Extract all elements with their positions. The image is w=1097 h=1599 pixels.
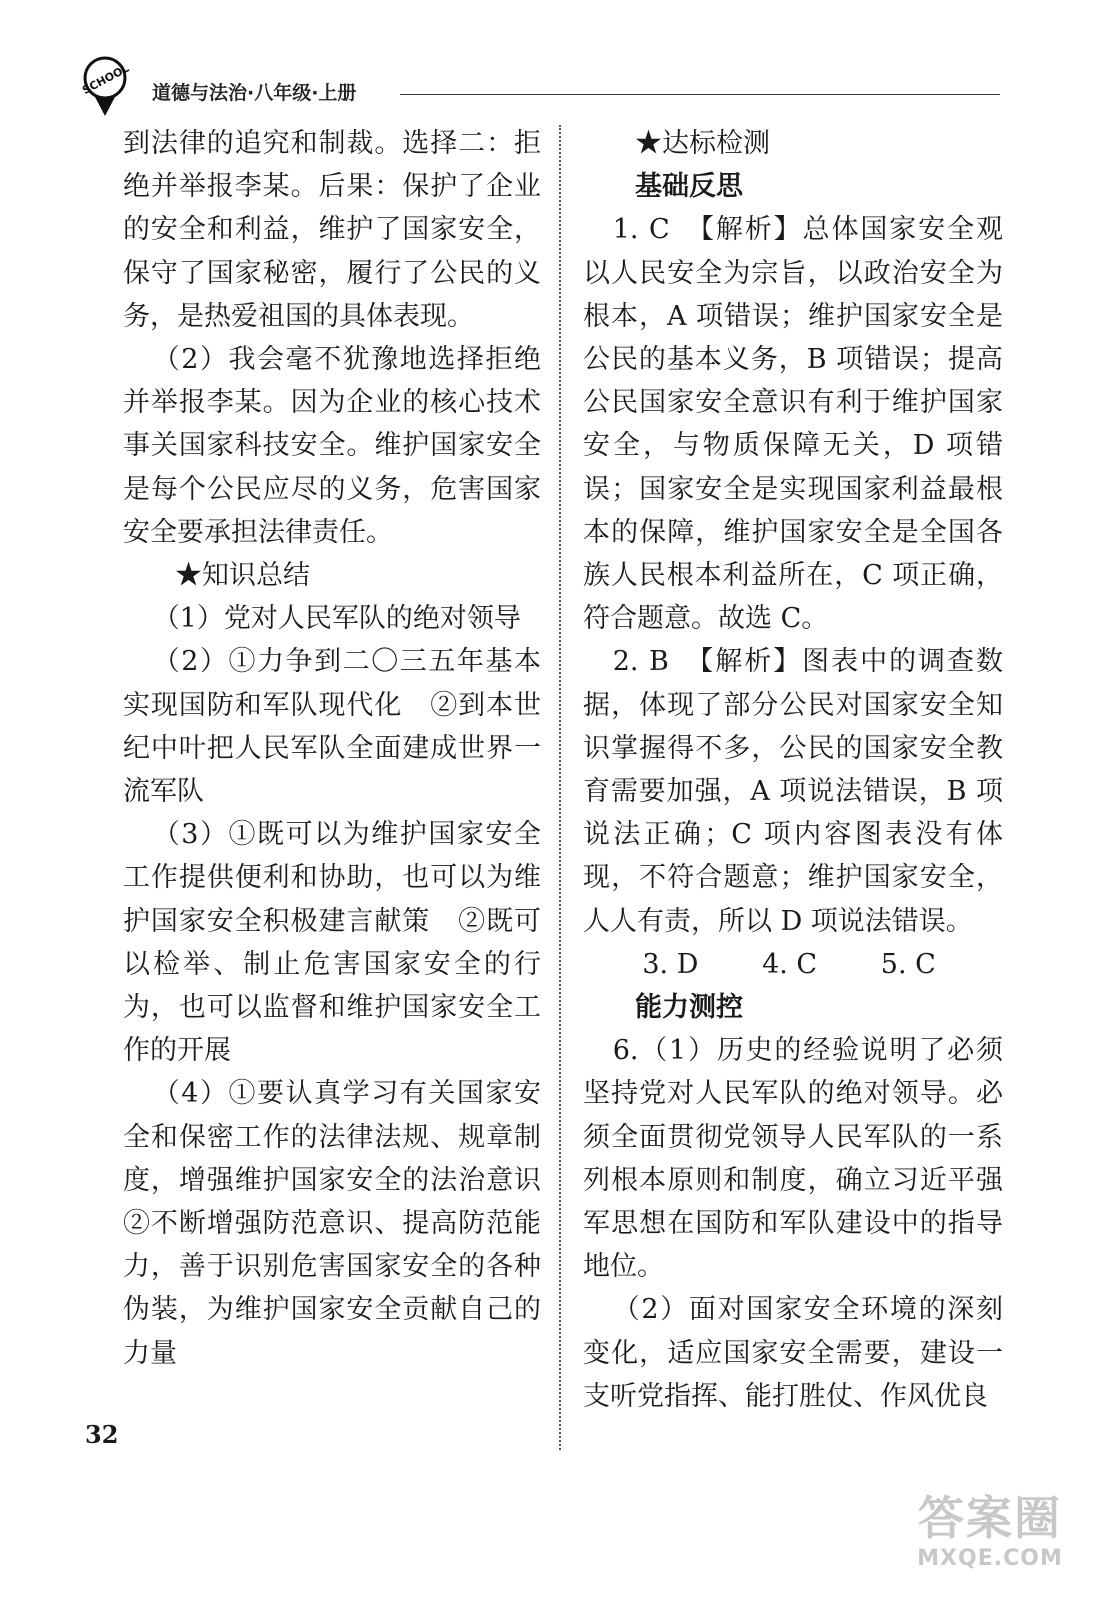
knowledge-item: （2）①力争到二〇三五年基本实现国防和军队现代化 ②到本世纪中叶把人民军队全面建成世界一流军队 xyxy=(123,646,541,808)
school-logo-icon xyxy=(70,50,140,120)
answer-item: （2）面对国家安全环境的深刻变化，适应国家安全需要，建设一支听党指挥、能打胜仗、作风优良 xyxy=(583,1294,1003,1412)
section-heading-test: ★达标检测 xyxy=(635,128,770,159)
page-number: 32 xyxy=(85,1420,119,1449)
knowledge-item: （3）①既可以为维护国家安全工作提供便利和协助，也可以为维护国家安全积极建言献策 ②既可以检举、制止危害国家安全的行为，也可以监督和维护国家安全工作的开展 xyxy=(123,819,541,1067)
logo-text: SCHOOL xyxy=(80,61,132,98)
book-title: 道德与法治·八年级·上册 xyxy=(152,82,357,104)
left-column xyxy=(123,122,568,1375)
knowledge-item: （1）党对人民军队的绝对领导 xyxy=(152,603,521,635)
answer-item: 6.（1）历史的经验说明了必须坚持党对人民军队的绝对领导。必须全面贯彻党领导人民军队的一系列根本原则和制度，确立习近平强军思想在国防和军队建设中的指导地位。 xyxy=(583,1035,1003,1283)
paragraph: （2）我会毫不犹豫地选择拒绝并举报李某。因为企业的核心技术事关国家科技安全。维护国家安全是每个公民应尽的义务，危害国家安全要承担法律责任。 xyxy=(123,344,541,548)
watermark-url: MXQE.COM xyxy=(917,1546,1063,1571)
answer-item: 2. B 【解析】图表中的调查数据，体现了部分公民对国家安全知识掌握得不多，公民的国家安全教育需要加强，A 项说法错误，B 项说法正确；C 项内容图表没有体现，不符合题意；维护国家安全，人人有责，所以 D 项说法错误。 xyxy=(583,646,1003,937)
paragraph: 到法律的追究和制裁。选择二：拒绝并举报李某。后果：保护了企业的安全和利益，维护了国家安全，保守了国家秘密，履行了公民的义务，是热爱祖国的具体表现。 xyxy=(123,128,541,332)
short-answer: 3. D xyxy=(642,948,699,980)
answer-item: 1. C 【解析】总体国家安全观以人民安全为宗旨，以政治安全为根本，A 项错误；维护国家安全是公民的基本义务，B 项错误；提高公民国家安全意识有利于维护国家安全，与物质保障无关，D 项错误；国家安全是实现国家利益最根本的保障，维护国家安全是全国各族人民根本利益所在，C 项正确，符合题意。故选 C。 xyxy=(583,214,1003,635)
subsection-ability: 能力测控 xyxy=(635,992,743,1024)
right-column xyxy=(583,122,1003,1418)
subsection-basic: 基础反思 xyxy=(635,171,743,203)
short-answer: 5. C xyxy=(880,948,936,980)
section-heading-knowledge: ★知识总结 xyxy=(175,560,310,592)
page-header xyxy=(70,50,1010,110)
header-rule xyxy=(400,94,1000,95)
watermark xyxy=(900,1490,1080,1590)
short-answers xyxy=(583,943,1003,986)
short-answer: 4. C xyxy=(762,948,818,980)
column-divider xyxy=(559,125,561,1450)
knowledge-item: （4）①要认真学习有关国家安全和保密工作的法律法规、规章制度，增强维护国家安全的法治意识 ②不断增强防范意识、提高防范能力，善于识别危害国家安全的各种伪装，为维护国家安全贡献自己的力量 xyxy=(123,1078,568,1369)
watermark-text: 答案圈 xyxy=(918,1491,1062,1545)
